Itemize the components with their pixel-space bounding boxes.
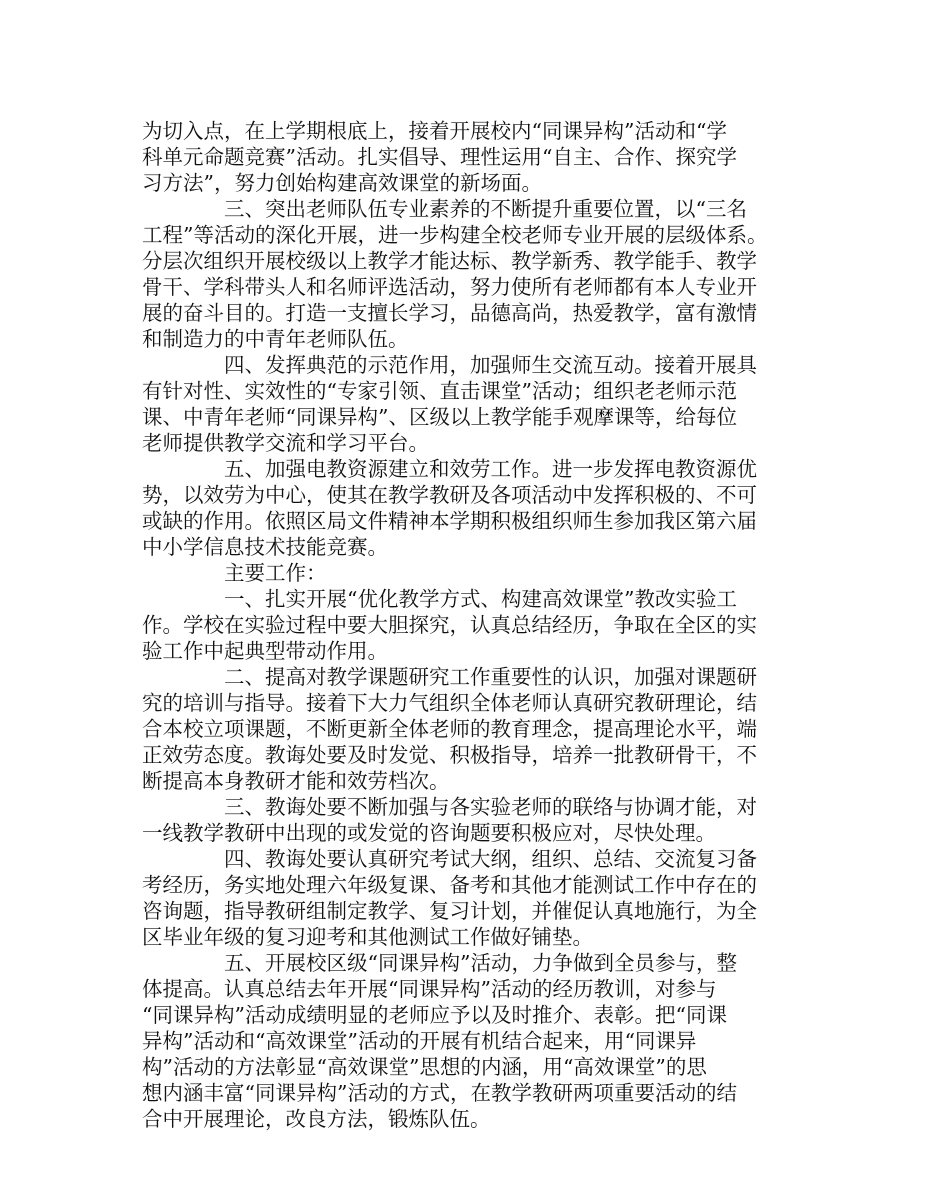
text-line: 合中开展理论，改良方法，锻炼队伍。 [142,1107,491,1131]
text-line: 咨询题，指导教研组制定教学、复习计划，并催促认真地施行，为全 [142,899,757,923]
text-line: 五、加强电教资源建立和效劳工作。进一步发挥电教资源优 [224,457,757,481]
paragraph-work-1 [142,586,822,664]
paragraph-work-5 [142,950,822,1132]
paragraph-intro-continued [142,118,822,196]
text-line: 展的奋斗目的。打造一支擅长学习，品德高尚，热爱教学，富有激情 [142,301,757,325]
paragraph-work-3 [142,794,822,846]
text-line: 考经历，务实地处理六年级复课、备考和其他才能测试工作中存在的 [142,873,757,897]
text-line: 分层次组织开展校级以上教学才能达标、教学新秀、教学能手、教学 [142,249,757,273]
text-line: 科单元命题竞赛”活动。扎实倡导、理性运用“自主、合作、探究学 [142,145,737,169]
text-line: 老师提供教学交流和学习平台。 [142,431,429,455]
paragraph-work-2 [142,664,822,794]
text-line: 中小学信息技术技能竞赛。 [142,535,388,559]
text-line: 二、提高对教学课题研究工作重要性的认识，加强对课题研 [224,665,757,689]
text-line: 四、教诲处要认真研究考试大纲，组织、总结、交流复习备 [224,847,757,871]
text-line: 异构”活动和“高效课堂”活动的开展有机结合起来，用“同课异 [142,1029,697,1053]
text-line: 区毕业年级的复习迎考和其他测试工作做好铺垫。 [142,925,593,949]
text-line: 三、突出老师队伍专业素养的不断提升重要位置，以“三名 [224,197,747,221]
text-line: 势，以效劳为中心，使其在教学教研及各项活动中发挥积极的、不可 [142,483,757,507]
text-line: 体提高。认真总结去年开展“同课异构”活动的经历教训，对参与 [142,977,717,1001]
text-line: 一线教学教研中出现的或发觉的咨询题要积极应对，尽快处理。 [142,821,716,845]
text-line: 主要工作： [224,561,327,585]
text-line: 想内涵丰富“同课异构”活动的方式，在教学教研两项重要活动的结 [142,1081,737,1105]
text-line: 四、发挥典范的示范作用，加强师生交流互动。接着开展具 [224,353,757,377]
text-line: 习方法”，努力创始构建高效课堂的新场面。 [142,171,542,195]
paragraph-model-role [142,352,822,456]
paragraph-e-learning [142,456,822,560]
paragraph-teacher-team [142,196,822,352]
text-line: 为切入点，在上学期根底上，接着开展校内“同课异构”活动和“学 [142,119,727,143]
text-line: 断提高本身教研才能和效劳档次。 [142,769,450,793]
paragraph-work-4 [142,846,822,950]
text-line: 一、扎实开展“优化教学方式、构建高效课堂”教改实验工 [224,587,737,611]
text-line: 构”活动的方法彰显“高效课堂”思想的内涵，用“高效课堂”的思 [142,1055,707,1079]
text-line: 验工作中起典型带动作用。 [142,639,388,663]
text-line: 正效劳态度。教诲处要及时发觉、积极指导，培养一批教研骨干，不 [142,743,757,767]
text-line: 骨干、学科带头人和名师评选活动，努力使所有老师都有本人专业开 [142,275,757,299]
text-line: 作。学校在实验过程中要大胆探究，认真总结经历，争取在全区的实 [142,613,757,637]
text-line: 课、中青年老师“同课异构”、区级以上教学能手观摩课等，给每位 [142,405,737,429]
text-line: 有针对性、实效性的“专家引领、直击课堂”活动；组织老老师示范 [142,379,737,403]
text-line: 和制造力的中青年老师队伍。 [142,327,409,351]
text-line: “同课异构”活动成绩明显的老师应予以及时推介、表彰。把“同课 [142,1003,727,1027]
document-body [142,118,822,1132]
text-line: 工程”等活动的深化开展，进一步构建全校老师专业开展的层级体系。 [142,223,768,247]
section-heading-main-work [142,560,822,586]
text-line: 或缺的作用。依照区局文件精神本学期积极组织师生参加我区第六届 [142,509,757,533]
text-line: 五、开展校区级“同课异构”活动，力争做到全员参与，整 [224,951,737,975]
text-line: 合本校立项课题，不断更新全体老师的教育理念，提高理论水平，端 [142,717,757,741]
text-line: 究的培训与指导。接着下大力气组织全体老师认真研究教研理论，结 [142,691,757,715]
text-line: 三、教诲处要不断加强与各实验老师的联络与协调才能，对 [224,795,757,819]
